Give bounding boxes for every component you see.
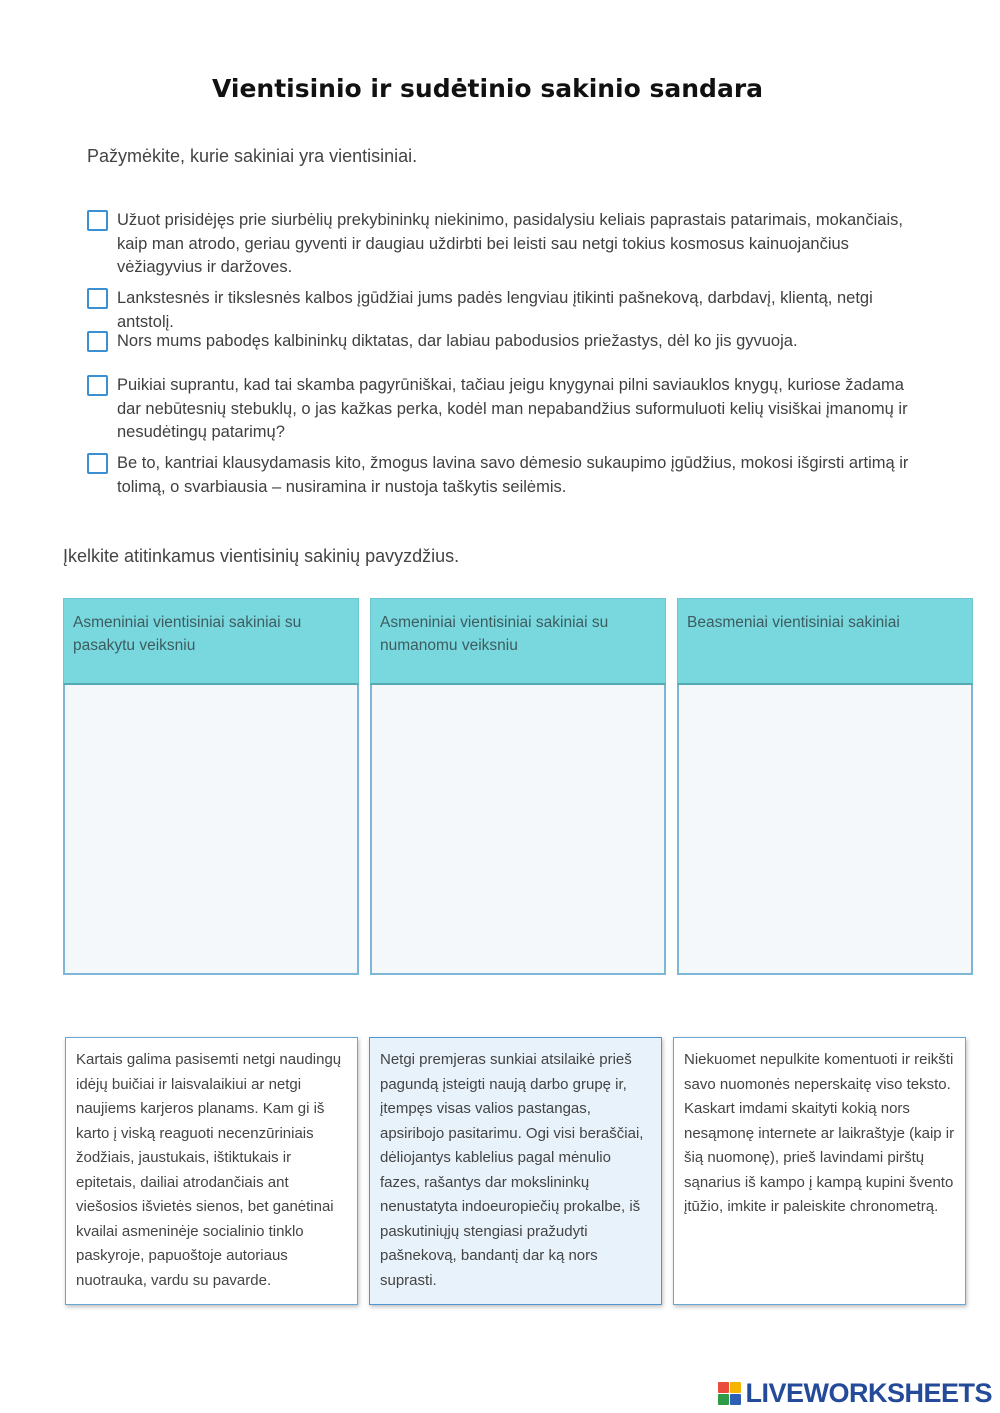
- logo-square-green: [718, 1394, 729, 1405]
- checkbox[interactable]: [87, 453, 108, 474]
- checkbox-item: [87, 287, 917, 334]
- checkbox[interactable]: [87, 288, 108, 309]
- task1-instruction: Pažymėkite, kurie sakiniai yra vientisiniai.: [87, 146, 418, 166]
- checkbox-item: [87, 452, 917, 499]
- checkbox-item: [87, 374, 917, 445]
- page-title: Vientisinio ir sudėtinio sakinio sandara: [211, 74, 764, 103]
- liveworksheets-logo: [718, 1378, 992, 1409]
- drop-zone[interactable]: [677, 685, 973, 975]
- checkbox-item-text: Lankstesnės ir tikslesnės kalbos įgūdžiai jums padės lengviau įtikinti pašnekovą, darbdavį, klientą, netgi antstolį.: [117, 289, 873, 331]
- checkbox-item-text: Be to, kantriai klausydamasis kito, žmogus lavina savo dėmesio sukaupimo įgūdžius, mokosi išgirsti artimą ir tolimą, o svarbiausia – nusiramina ir nustoja taškytis seilėmis.: [117, 454, 909, 496]
- category-column: [677, 598, 973, 975]
- checkbox[interactable]: [87, 331, 108, 352]
- checkbox-item-text: Užuot prisidėjęs prie siurbėlių prekybininkų niekinimo, pasidalysiu keliais paprastais patarimais, mokančiais, kaip man atrodo, geriau gyventi ir daugiau uždirbti bei leisti sau netgi tokius kosmosus kainuojančius vėžiagyvius ir daržoves.: [117, 211, 903, 276]
- checkbox-item-text: Puikiai suprantu, kad tai skamba pagyrūniškai, tačiau jeigu knygynai pilni saviauklos knygų, kuriose žadama dar nebūtesnių stebuklų, o jas kažkas perka, kodėl man nepabandžius suformuluoti kelių visiškai įmanomų ir nesudėtingų patarimų?: [117, 376, 908, 441]
- category-column: [63, 598, 359, 975]
- logo-square-red: [718, 1382, 729, 1393]
- checkbox[interactable]: [87, 375, 108, 396]
- logo-square-yellow: [730, 1382, 741, 1393]
- logo-square-blue: [730, 1394, 741, 1405]
- checkbox-item-text: Nors mums pabodęs kalbininkų diktatas, dar labiau pabodusios priežastys, dėl ko jis gyvuoja.: [117, 332, 798, 350]
- checkbox-item: [87, 209, 917, 280]
- draggable-card[interactable]: Kartais galima pasisemti netgi naudingų idėjų buičiai ir laisvalaikiui ar netgi naujiems karjeros planams. Kam gi iš karto į viską reaguoti necenzūriniais žodžiais, jaustukais, ištiktukais ir epitetais, dailiai atrodančiais ant viešosios išvietės sienos, bet ganėtinai kvailai asmeninėje socialinio tinklo paskyroje, papuoštoje autoriaus nuotrauka, vardu su pavarde.: [65, 1037, 358, 1305]
- category-column: [370, 598, 666, 975]
- column-header: Asmeniniai vientisiniai sakiniai su numanomu veiksniu: [370, 598, 666, 685]
- column-header: Beasmeniai vientisiniai sakiniai: [677, 598, 973, 685]
- logo-text: LIVEWORKSHEETS: [745, 1378, 992, 1408]
- checkbox-item: [87, 330, 917, 354]
- column-header: Asmeniniai vientisiniai sakiniai su pasakytu veiksniu: [63, 598, 359, 685]
- logo-icon: [718, 1382, 741, 1405]
- drop-zone[interactable]: [63, 685, 359, 975]
- drop-zone[interactable]: [370, 685, 666, 975]
- draggable-card[interactable]: Netgi premjeras sunkiai atsilaikė prieš pagundą įsteigti naują darbo grupę ir, įtempęs visas valios pastangas, apsiribojo pasitarimu. Ogi visi beraščiai, dėliojantys kablelius pagal mėnulio fazes, rašantys dar mokslininkų nenustatyta indoeuropiečių prokalbe, iš paskutiniųjų stengiasi pražudyti pašnekovą, bandantį dar ką nors suprasti.: [369, 1037, 662, 1305]
- task2-instruction: Įkelkite atitinkamus vientisinių sakinių pavyzdžius.: [63, 546, 460, 566]
- draggable-card[interactable]: Niekuomet nepulkite komentuoti ir reikšti savo nuomonės neperskaitę viso teksto. Kaskart imdami skaityti kokią nors nesąmonę internete ar laikraštyje (kaip ir šią nuomonę), prieš lavindami pirštų sąnarius iš kampo į kampą kupini švento įtūžio, imkite ir paleiskite chronometrą.: [673, 1037, 966, 1305]
- checkbox[interactable]: [87, 210, 108, 231]
